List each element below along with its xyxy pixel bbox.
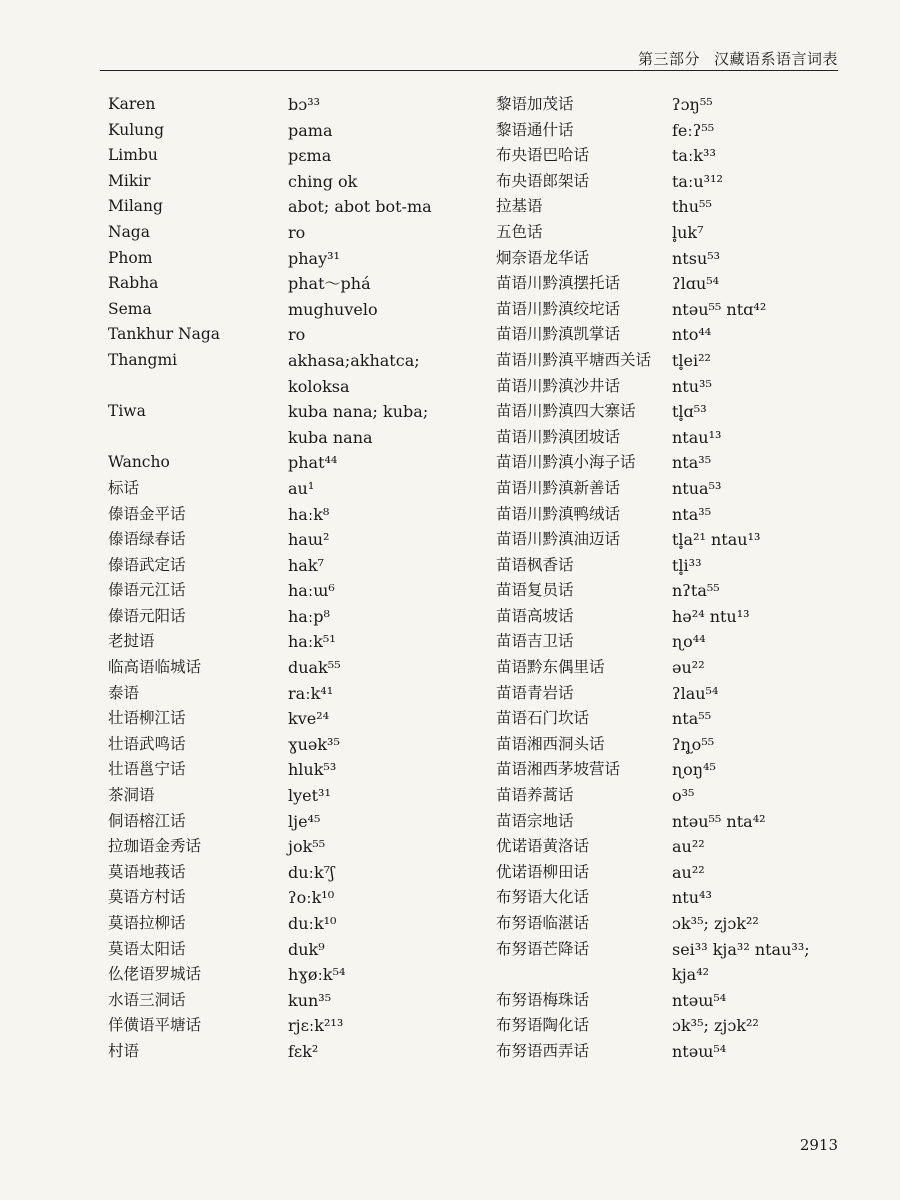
word-form: tl̥i³³ [672, 555, 702, 575]
word-form: nta³⁵ [672, 453, 712, 473]
language-name: Naga [108, 222, 150, 241]
word-form: ntəu⁵⁵ nta⁴² [672, 811, 766, 831]
word-form: ɔk³⁵; zjɔk²² [672, 1016, 759, 1036]
language-name: 拉基语 [496, 197, 543, 216]
language-name: 优诺语柳田话 [496, 862, 590, 881]
language-name: Tiwa [108, 402, 146, 421]
word-form: au²² [672, 862, 705, 882]
word-form: ro [288, 222, 306, 242]
language-name: Rabha [108, 274, 159, 293]
word-form: ntəɯ⁵⁴ [672, 990, 727, 1010]
header-rule [100, 70, 838, 71]
language-name: 苗语宗地话 [496, 811, 574, 830]
language-name: 水语三洞话 [108, 990, 186, 1009]
word-form: kuba nana [288, 427, 373, 447]
word-form: ɳoŋ⁴⁵ [672, 760, 716, 780]
word-form: phay³¹ [288, 248, 340, 268]
word-form: tl̥ɑ⁵³ [672, 402, 707, 422]
word-form: tl̥ei²² [672, 350, 711, 370]
language-name: 莫语拉柳话 [108, 914, 186, 932]
language-name: 莫语太阳话 [108, 939, 186, 958]
word-form: koloksa [288, 376, 350, 396]
language-name: 布努语梅珠话 [496, 990, 590, 1009]
language-name: 苗语川黔滇小海子话 [496, 453, 636, 472]
word-form: phat～phá [288, 274, 371, 294]
language-name: 苗语吉卫话 [496, 632, 574, 651]
word-form: ʔlau⁵⁴ [672, 683, 719, 703]
language-name: 莫语地莪话 [108, 862, 186, 881]
word-form: nta³⁵ [672, 504, 712, 524]
language-name: 苗语川黔滇鸭绒话 [496, 504, 621, 523]
language-name: 布央语郎架话 [496, 171, 590, 190]
language-name: 苗语高坡话 [496, 606, 574, 625]
section-label: 第三部分 [637, 50, 700, 68]
language-name: 傣语武定话 [108, 555, 186, 574]
word-form: hɣøːk⁵⁴ [288, 965, 346, 985]
language-name: 优诺语黄洛话 [496, 837, 590, 856]
word-form: sei³³ kja³² ntau³³; [672, 939, 810, 959]
word-form: ntu⁴³ [672, 888, 712, 908]
word-form: pɛma [288, 146, 332, 166]
language-name: 苗语川黔滇绞坨话 [496, 299, 621, 318]
word-form: ʔɳ̥o⁵⁵ [672, 734, 715, 754]
word-form: taːu³¹² [672, 171, 723, 191]
language-name: 布努语临湛话 [496, 914, 590, 932]
language-name: 临高语临城话 [108, 658, 202, 677]
word-form: əu²² [672, 658, 705, 678]
language-name: 苗语复员话 [496, 581, 574, 600]
language-name: 炯奈语龙华话 [496, 248, 590, 267]
language-name: 苗语养蒿话 [496, 786, 574, 805]
word-form: raːk⁴¹ [288, 683, 334, 703]
word-form: ntəu⁵⁵ ntɑ⁴² [672, 299, 767, 319]
word-form: haːp⁸ [288, 606, 330, 626]
running-header [638, 48, 838, 69]
word-form: akhasa;akhatca; [288, 350, 420, 370]
word-form: ntau¹³ [672, 427, 722, 447]
word-form: au²² [672, 837, 705, 857]
language-name: 苗语川黔滇新善话 [496, 478, 621, 497]
word-form: kve²⁴ [288, 709, 330, 729]
language-name: 苗语枫香话 [496, 555, 574, 574]
language-name: 黎语加茂话 [496, 95, 574, 113]
word-form: ntsu⁵³ [672, 248, 721, 268]
word-form: ɣuək³⁵ [288, 734, 340, 754]
word-form: haɯ² [288, 530, 330, 550]
word-form: thu⁵⁵ [672, 197, 712, 217]
language-name: 老挝语 [108, 632, 155, 651]
language-name: 布央语巴哈话 [496, 146, 590, 165]
word-form: abot; abot bot-ma [288, 197, 432, 217]
language-name: Karen [108, 95, 156, 113]
language-name: 布努语芒降话 [496, 939, 590, 958]
word-form: phat⁴⁴ [288, 453, 338, 473]
word-form: taːk³³ [672, 146, 716, 166]
language-name: 苗语川黔滇平塘西关话 [496, 350, 652, 369]
word-form: o³⁵ [672, 786, 695, 806]
word-form: ntu³⁵ [672, 376, 712, 396]
language-name: 苗语石门坎话 [496, 709, 590, 728]
word-form: ro [288, 325, 306, 345]
header-title: 汉藏语系语言词表 [713, 50, 838, 68]
word-form: kuba nana; kuba; [288, 402, 429, 422]
language-name: 拉珈语金秀话 [108, 837, 202, 856]
word-form: pama [288, 120, 333, 140]
word-form: lyet³¹ [288, 786, 331, 806]
word-form: l̥uk⁷ [672, 222, 704, 242]
language-name: 布努语陶化话 [496, 1016, 590, 1035]
word-form: duak⁵⁵ [288, 658, 341, 678]
language-name: 布努语西弄话 [496, 1041, 590, 1060]
word-form: nʔta⁵⁵ [672, 581, 720, 601]
language-name: 泰语 [108, 683, 140, 702]
word-form: ɔk³⁵; zjɔk²² [672, 914, 759, 933]
language-name: Tankhur Naga [108, 325, 221, 344]
language-name: 侗语榕江话 [108, 811, 186, 830]
word-form: ɳo⁴⁴ [672, 632, 706, 652]
language-name: Limbu [108, 146, 158, 165]
language-name: 壮语柳江话 [108, 709, 186, 728]
language-name: Sema [108, 299, 152, 318]
word-form: feːʔ⁵⁵ [672, 120, 715, 140]
word-form: tl̥a²¹ ntau¹³ [672, 530, 761, 550]
language-name: 壮语邕宁话 [108, 760, 186, 779]
language-name: 布努语大化话 [496, 888, 590, 907]
language-name: 苗语湘西茅坡营话 [496, 760, 621, 779]
word-form: ntəɯ⁵⁴ [672, 1041, 727, 1061]
language-name: 傣语元阳话 [108, 606, 186, 625]
word-form: nto⁴⁴ [672, 325, 712, 345]
word-form: mughuvelo [288, 299, 378, 319]
language-name: 标话 [108, 478, 140, 497]
page-number: 2913 [799, 1136, 838, 1154]
language-name: 苗语川黔滇团坡话 [496, 427, 621, 446]
language-name: Thangmi [108, 350, 178, 369]
word-form: bɔ³³ [288, 95, 321, 114]
word-form: haːk⁵¹ [288, 632, 336, 652]
language-name: 苗语川黔滇油迈话 [496, 530, 621, 549]
word-form: lje⁴⁵ [288, 811, 321, 831]
word-form: fɛk² [288, 1041, 319, 1061]
language-name: 苗语湘西洞头话 [496, 734, 605, 753]
word-form: ʔlɑu⁵⁴ [672, 274, 720, 294]
word-form: au¹ [288, 478, 315, 498]
word-form: hə²⁴ ntu¹³ [672, 606, 750, 626]
word-form: ntua⁵³ [672, 478, 722, 498]
language-name: 苗语川黔滇沙井话 [496, 376, 621, 395]
language-name: 苗语川黔滇四大寨话 [496, 402, 636, 421]
language-name: 壮语武鸣话 [108, 734, 186, 753]
word-form: nta⁵⁵ [672, 709, 712, 729]
language-name: 苗语青岩话 [496, 683, 574, 702]
word-form: ʔɔŋ⁵⁵ [672, 95, 713, 114]
language-name: 莫语方村话 [108, 888, 186, 907]
word-form: rjɛːk²¹³ [288, 1016, 344, 1036]
language-name: 傣语绿春话 [108, 530, 186, 549]
language-name: 佯僙语平塘话 [108, 1016, 202, 1035]
language-name: 苗语川黔滇摆托话 [496, 274, 621, 293]
language-name: 五色话 [496, 222, 543, 241]
language-name: Mikir [108, 171, 151, 190]
language-name: Milang [108, 197, 163, 216]
word-form: ching ok [288, 171, 358, 191]
language-name: 茶洞语 [108, 786, 155, 805]
language-name: 仫佬语罗城话 [108, 965, 202, 984]
word-form: kun³⁵ [288, 990, 332, 1010]
word-form: haːɯ⁶ [288, 581, 335, 601]
word-form: hak⁷ [288, 555, 324, 575]
word-form: kja⁴² [672, 965, 710, 985]
language-name: 傣语金平话 [108, 504, 186, 523]
language-name: Wancho [108, 453, 170, 472]
language-name: Kulung [108, 120, 165, 139]
word-form: duːk¹⁰ [288, 914, 337, 933]
language-name: 苗语黔东偶里话 [496, 658, 605, 677]
word-form: hluk⁵³ [288, 760, 337, 780]
word-form: jok⁵⁵ [288, 837, 326, 857]
word-form: duːk⁷ʃ [288, 862, 335, 882]
word-form: haːk⁸ [288, 504, 330, 524]
word-form: duk⁹ [288, 939, 325, 959]
language-name: 黎语通什话 [496, 120, 574, 139]
word-form: ʔoːk¹⁰ [288, 888, 335, 908]
language-name: 傣语元江话 [108, 581, 186, 600]
language-name: Phom [108, 248, 153, 267]
language-name: 苗语川黔滇凯掌话 [496, 325, 621, 344]
language-name: 村语 [108, 1041, 140, 1060]
